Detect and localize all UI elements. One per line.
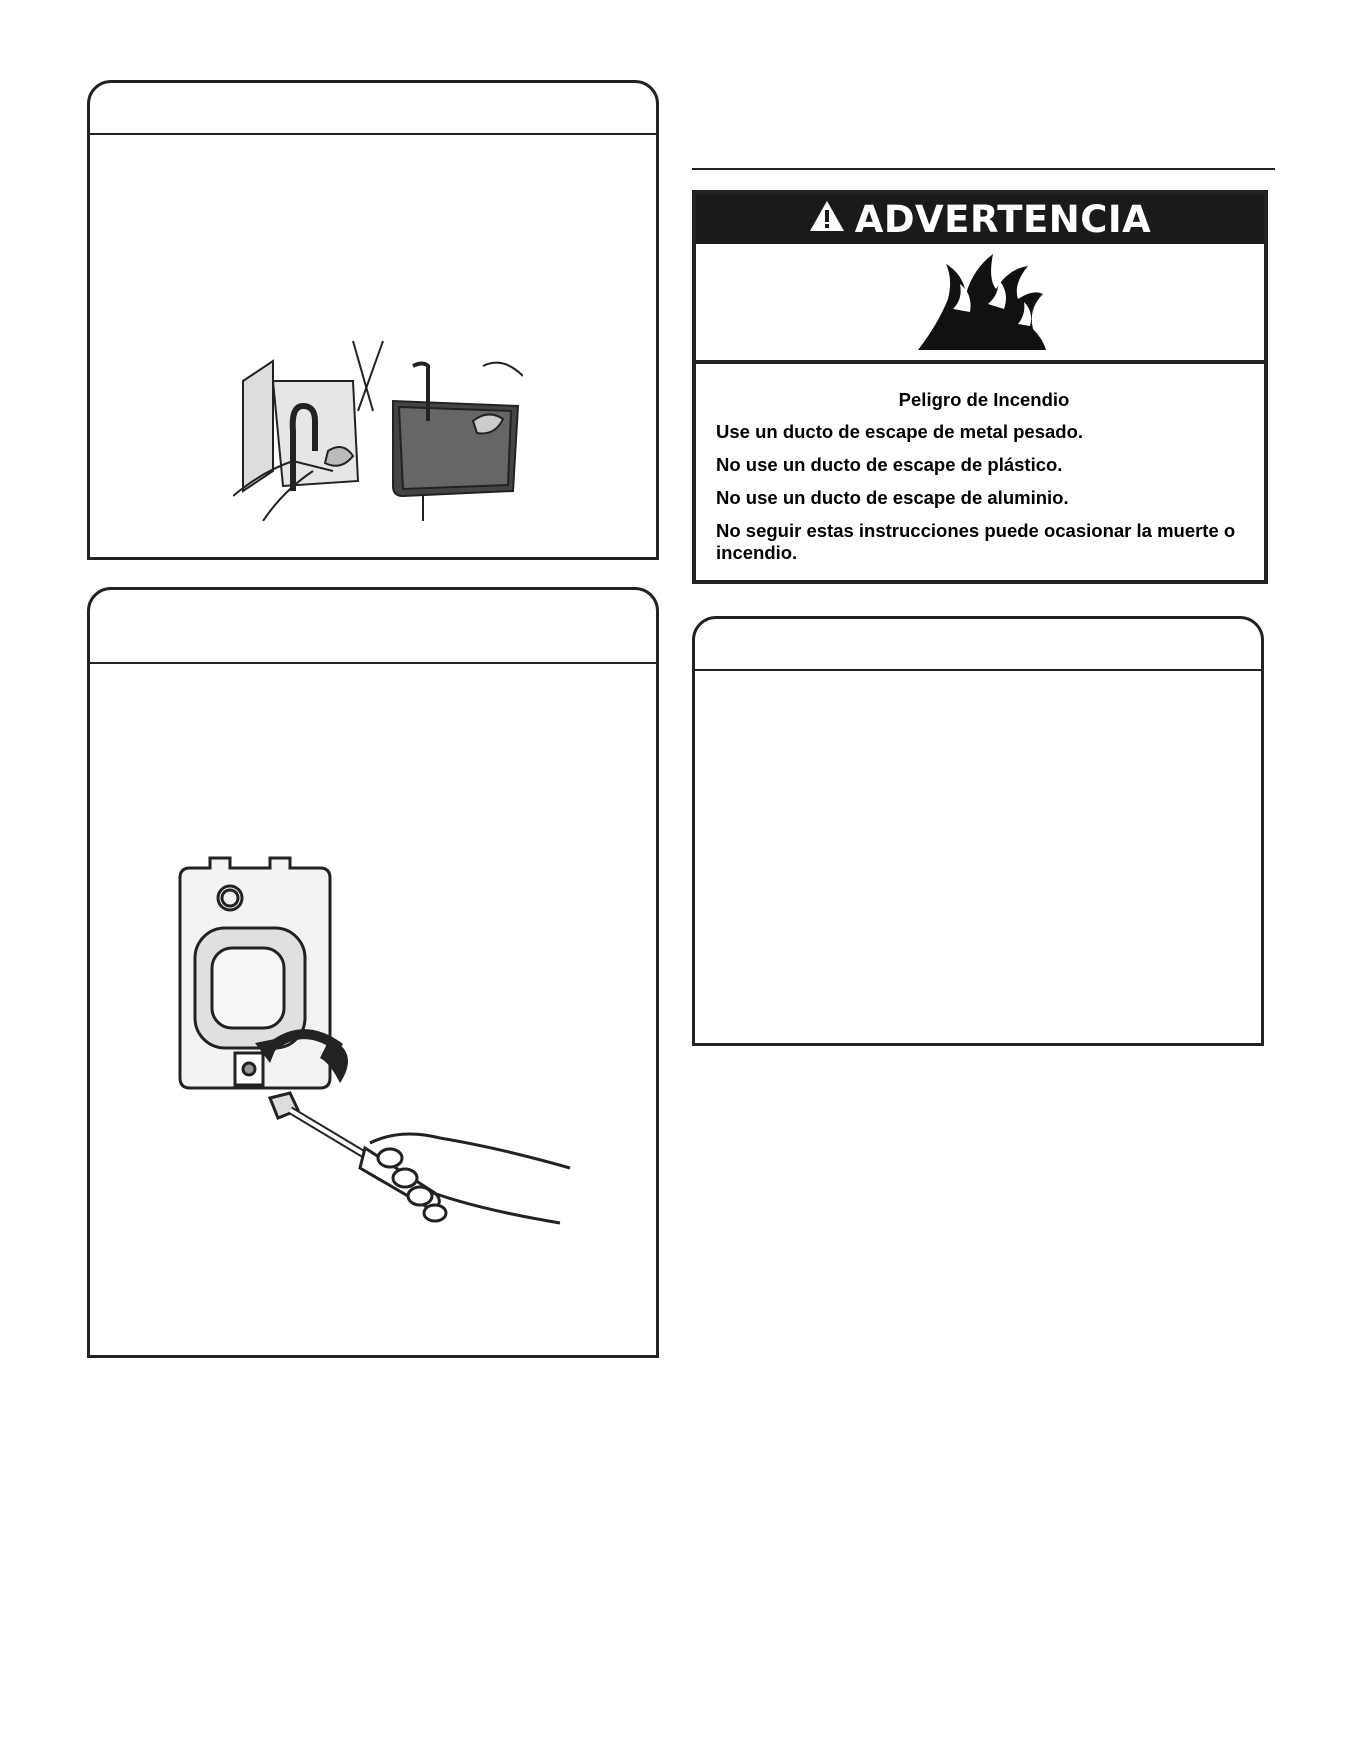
hazard-title: Peligro de Incendio <box>898 389 1070 410</box>
panel-right <box>692 616 1264 1046</box>
panel-header <box>90 590 656 664</box>
signal-word: ADVERTENCIA <box>854 197 1152 241</box>
screwdriver-valve-icon <box>170 848 590 1228</box>
warning-banner <box>696 194 1264 244</box>
panel-header <box>90 83 656 135</box>
pictogram-area <box>696 244 1264 364</box>
warning-line: No use un ducto de escape de plástico. <box>716 454 1063 475</box>
warning-message <box>716 389 1252 575</box>
warning-triangle-icon <box>809 198 845 241</box>
panel-clean-screen <box>87 80 659 560</box>
warning-line: No use un ducto de escape de aluminio. <box>716 487 1069 508</box>
section-rule <box>692 168 1275 170</box>
filter-screen-washing-icon <box>233 321 523 521</box>
panel-header <box>695 619 1261 671</box>
warning-box <box>692 190 1268 584</box>
panel-valve <box>87 587 659 1358</box>
fire-icon <box>918 254 1048 350</box>
warning-line: Use un ducto de escape de metal pesado. <box>716 421 1084 442</box>
warning-line: No seguir estas instrucciones puede ocasionar la muerte o incendio. <box>716 520 1236 563</box>
